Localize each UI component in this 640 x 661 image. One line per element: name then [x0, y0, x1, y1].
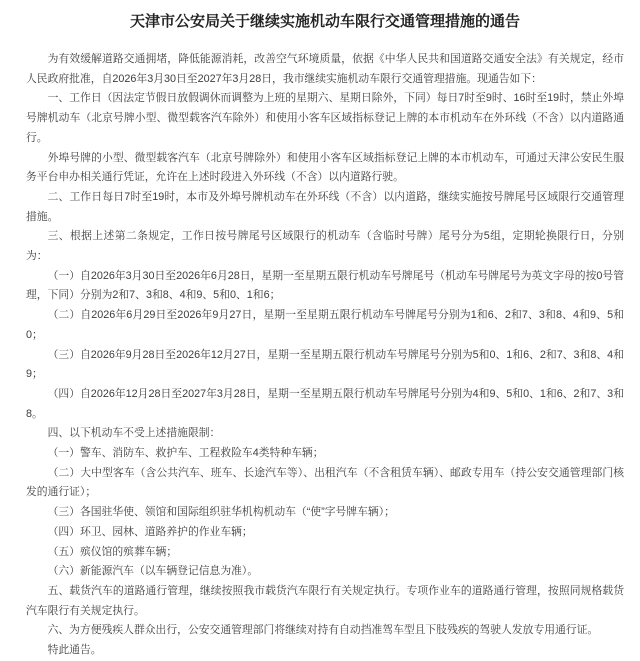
notice-paragraph: 外埠号牌的小型、微型载客汽车（北京号牌除外）和使用小客车区域指标登记上牌的本市机动车，可通过天津公安民生服务平台申办相关通行凭证，允许在上述时段进入外环线（不含）以内道路行驶。: [26, 151, 624, 184]
notice-paragraph: （二）大中型客车（含公共汽车、班车、长途汽车等）、出租汽车（不含租赁车辆）、邮政专用车（持公安交通管理部门核发的通行证）；: [26, 466, 624, 499]
notice-paragraph: （二）自2026年6月29日至2026年9月27日，星期一至星期五限行机动车号牌尾号分别为1和6、2和7、3和8、4和9、5和0；: [26, 309, 624, 341]
notice-paragraph: （四）环卫、园林、道路养护的作业车辆；: [47, 525, 253, 538]
notice-paragraph: 特此通告。: [47, 644, 102, 657]
document-body: [26, 50, 624, 661]
notice-paragraph: 二、工作日每日7时至19时，本市及外埠号牌机动车在外环线（不含）以内道路，继续实施按号牌尾号区域限行交通管理措施。: [26, 190, 624, 223]
notice-paragraph: 为有效缓解道路交通拥堵，降低能源消耗，改善空气环境质量，依据《中华人民共和国道路交通安全法》有关规定，经市人民政府批准，自2026年3月30日至2027年3月28日，我市继续实施机动车限行交通管理措施。现通告如下：: [26, 53, 624, 85]
notice-title: 天津市公安局关于继续实施机动车限行交通管理措施的通告: [129, 13, 520, 30]
notice-paragraph: 六、为方便残疾人群众出行，公安交通管理部门将继续对持有自动挡准驾车型且下肢残疾的驾驶人发放专用通行证。: [47, 624, 599, 637]
notice-paragraph: （一）自2026年3月30日至2026年6月28日，星期一至星期五限行机动车号牌尾号（机动车号牌尾号为英文字母的按0号管理，下同）分别为2和7、3和8、4和9、5和0、1和6；: [26, 269, 624, 302]
notice-paragraph: （三）自2026年9月28日至2026年12月27日，星期一至星期五限行机动车号牌尾号分别为5和0、1和6、2和7、3和8、4和9；: [26, 348, 624, 381]
notice-paragraph: 五、载货汽车的道路通行管理，继续按照我市载货汽车限行有关规定执行。专项作业车的道路通行管理，按照同规格载货汽车限行有关规定执行。: [26, 584, 624, 617]
notice-paragraph: （四）自2026年12月28日至2027年3月28日，星期一至星期五限行机动车号牌尾号分别为4和9、5和0、1和6、2和7、3和8。: [26, 387, 624, 420]
notice-paragraph: （六）新能源汽车（以车辆登记信息为准）。: [47, 565, 259, 578]
notice-paragraph: （五）殡仪馆的殡葬车辆；: [47, 545, 178, 558]
notice-paragraph: 三、根据上述第二条规定，工作日按号牌尾号区域限行的机动车（含临时号牌）尾号分为5组，定期轮换限行日，分别为：: [26, 230, 624, 263]
notice-paragraph: （一）警车、消防车、救护车、工程救险车4类特种车辆；: [47, 447, 324, 460]
notice-paragraph: （三）各国驻华使、领馆和国际组织驻华机构机动车（“使”字号牌车辆）；: [47, 506, 395, 519]
notice-paragraph: 一、工作日（因法定节假日放假调休而调整为上班的星期六、星期日除外，下同）每日7时至9时、16时至19时，禁止外埠号牌机动车（北京号牌小型、微型载客汽车除外）和使用小客车区域指标登记上牌的本市机动车在外环线（不含）以内道路通行。: [26, 92, 624, 144]
notice-paragraph: 四、以下机动车不受上述措施限制：: [47, 427, 221, 440]
